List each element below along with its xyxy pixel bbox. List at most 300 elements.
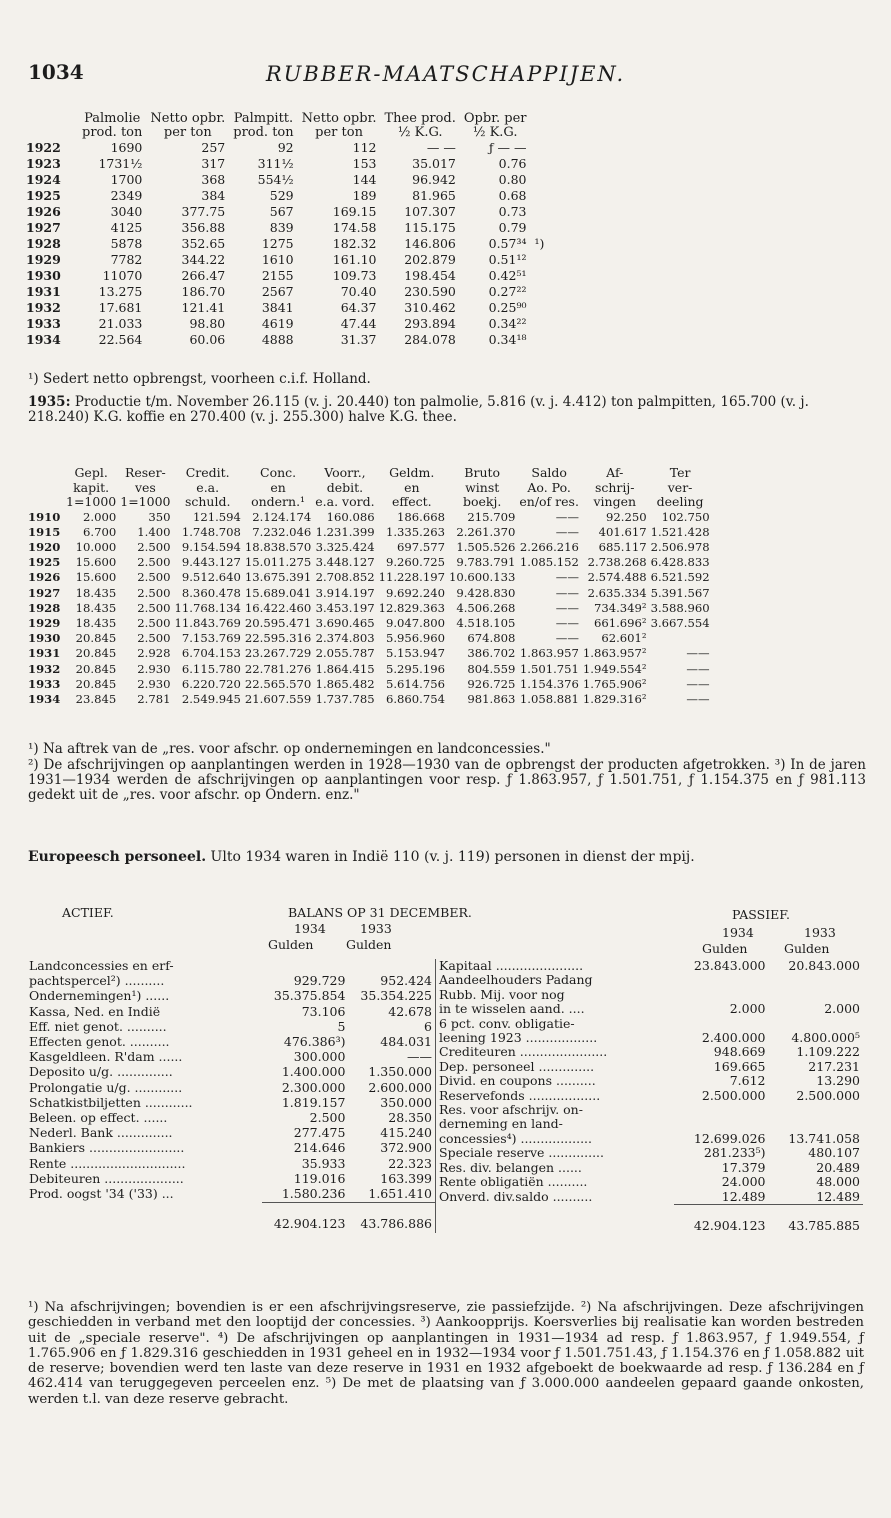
table-cell: 3.667.554 [650,615,710,630]
table-row [26,525,712,540]
table-cell: 5.153.947 [385,646,445,661]
table-row [26,236,548,252]
table-cell: 2.738.268 [587,555,647,570]
table-cell: 9.443.127 [181,555,241,570]
year-cell: 1932 [28,661,61,676]
table-cell: 11070 [102,268,143,283]
table-cell: 6.220.720 [181,676,241,691]
balance-label: Nederl. Bank .............. [29,1125,173,1141]
balance-value: 480.107 [808,1145,860,1161]
balance-label: Beleen. op effect. ...... [29,1110,168,1126]
table-cell: 13.675.391 [244,570,312,585]
balance-total: 42.904.123 [674,1204,769,1233]
balance-value [348,959,435,974]
table-cell: 6.860.754 [385,691,445,706]
table-cell: 12.829.363 [378,600,445,615]
year-cell: 1929 [26,252,61,267]
header-cell: deeling [656,494,704,509]
balance-value: 2.500.000 [796,1087,860,1103]
table-cell: 107.307 [404,204,456,219]
table-cell: 2.549.945 [181,691,241,706]
table-cell: 6.704.153 [181,646,241,661]
balance-row [26,1111,436,1126]
header-cell: 1=1000 [120,494,171,509]
table-cell: 2.928 [137,646,171,661]
table-cell: 1690 [110,140,143,155]
table-cell: 1275 [261,236,294,251]
table-cell: 17.681 [98,300,143,315]
table-cell: 230.590 [404,284,456,299]
balance-title: BALANS OP 31 DECEMBER. [288,905,472,920]
table-cell: 20.845 [75,646,117,661]
balance-value [262,959,348,974]
table-cell: 1.864.415 [315,661,375,676]
balance-label: Landconcessies en erf- [29,958,174,973]
year-cell: 1928 [26,236,61,251]
balance-label: Onverd. div.saldo .......... [439,1188,593,1204]
balance-value: 2.500 [309,1110,346,1126]
assets-unit-2: Gulden [346,937,392,952]
table-cell: 0.27²² [488,284,527,299]
table-cell: 4888 [261,332,294,347]
table-cell: 15.689.041 [244,585,312,600]
header-cell: en [404,479,420,495]
personnel-text: Ulto 1934 waren in Indië 110 (v. j. 119) personen in dienst der mpij. [206,849,695,865]
balance-value: 350.000 [380,1094,432,1110]
table-cell: 5.614.756 [385,676,445,691]
table-cell: 0.57³⁴ [488,236,527,251]
table-cell: —— [555,524,579,539]
table-cell: 169.15 [332,204,377,219]
header-cell: Gepl. [74,465,108,480]
table-row [26,555,712,570]
header-cell: ondern.¹ [251,494,306,509]
balance-label: Kassa, Ned. en Indië [29,1003,161,1019]
table-cell: 2.500 [137,615,171,630]
table-cell: 1.829.316² [582,691,647,706]
table-cell: 1.231.399 [315,524,375,539]
balance-row [436,959,863,973]
balance-value: 24.000 [721,1174,766,1190]
table-row [26,204,548,220]
table-cell: 22.565.570 [244,676,312,691]
table-cell: 121.41 [181,300,226,315]
balance-row [436,1146,863,1160]
liabilities-unit-1: Gulden [702,941,748,956]
balance-row [26,1187,436,1203]
year-cell: 1923 [26,156,61,171]
table-cell: 1.501.751 [519,661,579,676]
table-cell: 18.435 [75,615,117,630]
table-cell: 102.750 [661,509,710,524]
balance-value: 948.669 [713,1044,766,1060]
table-cell [530,252,548,268]
table-cell: 384 [201,188,226,203]
header-cell: Palmolie [84,111,141,126]
table-cell: 2.000 [83,509,117,524]
table-cell: 2.506.978 [650,539,710,554]
table-cell: 2155 [261,268,294,283]
header-cell: ves [134,479,156,495]
table-cell: 161.10 [332,252,377,267]
table-row [26,156,548,172]
table-cell: 7782 [110,252,143,267]
balance-value [674,988,769,1002]
table-cell: —— [555,615,579,630]
table-cell [530,140,548,156]
table-cell: 4619 [261,316,294,331]
balance-value: 415.240 [380,1125,432,1141]
table-cell: 1.058.881 [519,691,579,706]
balance-value: 119.016 [293,1170,346,1186]
table-cell: 3.325.424 [315,539,375,554]
balance-value: 163.399 [380,1170,432,1186]
table-cell: 18.435 [75,585,117,600]
table-cell: —— [686,691,710,706]
table-cell: 9.692.240 [385,585,445,600]
header-cell: Voorr., [324,465,366,480]
header-cell: en [270,479,286,495]
table-cell: 2.124.174 [252,509,312,524]
header-cell: Bruto [464,465,501,480]
header-cell: effect. [391,494,432,509]
balance-row [26,1172,436,1187]
balance-value: 48.000 [816,1174,860,1190]
year-cell: 1926 [28,570,61,585]
table-cell: 9.047.800 [385,615,445,630]
balance-row [436,988,863,1002]
balance-label: Debiteuren .................... [29,1170,184,1186]
table-cell: 981.863 [467,691,516,706]
table-cell: 2.500 [137,555,171,570]
header-cell: Thee prod. [384,111,456,126]
finance-header-row [26,481,712,496]
year-cell: 1926 [26,204,61,219]
year-cell: 1930 [26,268,61,283]
balance-row [436,1089,863,1103]
assets-table [26,959,436,1233]
balance-row [436,1190,863,1205]
personnel-paragraph [28,850,866,865]
header-cell: e.a. [196,479,220,495]
balance-footnotes: ¹) Na afschrijvingen; bovendien is er een afschrijvingsreserve, zie passiefzijde. ²) Na afschrijvingen. Deze afschrijvingen geschiedden in verband met den looptijd der concessies. ³) Aankoopprijs. Koersverlies bij realisatie kan worden bestreden uit de „speciale reserve". ⁴) De afschrijvingen op aanplantingen in 1931—1934 ad resp. ƒ 1.863.957, ƒ 1.949.554, ƒ 1.765.906 en ƒ 1.829.316 geschiedden in 1931 geheel en in 1932—1934 voor ƒ 1.501.751.43, ƒ 1.154.376 en ƒ 1.058.882 uit de reserve; bovendien werd ten laste van deze reserve in 1931 en 1932 afgeboekt de boekwaarde ad resp. ƒ 136.284 en ƒ 462.414 van teruggegeven perceelen enz. ⁵) De met de plaatsing van ƒ 3.000.000 aandeelen gepaard gaande onkosten, werden t.l. van deze reserve gebracht. [28,1300,864,1407]
balance-label: Res. voor afschrijv. on- [439,1102,583,1118]
balance-label: Schatkistbiljetten ............ [29,1094,193,1110]
table-cell: 2.574.488 [587,570,647,585]
balance-total: 43.785.885 [769,1204,864,1233]
table-cell: 20.595.471 [244,615,312,630]
production-header-row [26,126,548,140]
balance-value: 17.379 [721,1159,766,1175]
balance-value: 23.843.000 [693,958,766,973]
balance-value: 281.233⁵) [703,1145,766,1161]
header-cell: schrij- [594,479,635,495]
assets-year-2: 1933 [360,921,392,936]
balance-value [674,1103,769,1117]
finance-header-row [26,495,712,510]
table-cell: —— [555,631,579,646]
header-cell: Palmpitt. [233,111,294,126]
table-row [26,172,548,188]
table-cell: 554½ [257,172,294,187]
balance-total-row [26,1203,436,1234]
balance-row [26,1065,436,1080]
table-cell: 21.607.559 [244,691,312,706]
header-cell: boekj. [463,494,502,509]
table-cell: 839 [269,220,294,235]
table-cell [530,204,548,220]
table-cell: 6.428.833 [650,555,710,570]
header-cell: Saldo [531,465,567,480]
table-cell: 0.68 [498,188,527,203]
table-cell [530,268,548,284]
header-cell: winst [465,479,500,495]
table-cell: 1.737.785 [315,691,375,706]
balance-value: 1.819.157 [281,1094,346,1110]
table-cell: 70.40 [340,284,377,299]
balance-value: 7.612 [729,1073,766,1089]
balance-sheet [26,905,864,1233]
table-cell: 0.73 [498,204,527,219]
table-cell: 9.512.640 [181,570,241,585]
balance-label: Bankiers ........................ [29,1140,185,1156]
balance-value: 2.600.000 [368,1079,432,1095]
balance-label: Eff. niet genot. .......... [29,1018,167,1034]
table-cell: 92 [277,140,294,155]
table-cell: 685.117 [598,539,647,554]
balance-label: 6 pct. conv. obligatie- [439,1015,575,1031]
table-cell: 186.70 [181,284,226,299]
table-cell: 121.594 [192,509,241,524]
table-cell: 804.559 [467,661,516,676]
table-cell: 1.505.526 [456,539,516,554]
year-cell: 1927 [28,585,61,600]
table-cell: —— [555,600,579,615]
balance-value: 13.741.058 [788,1130,860,1146]
finance-header-row [26,466,712,481]
table-cell: 35.017 [412,156,456,171]
table-cell [530,172,548,188]
balance-header [26,905,864,959]
table-cell: 2349 [110,188,143,203]
balance-value: 277.475 [293,1125,346,1141]
table-cell: 2.781 [137,691,171,706]
table-row [26,662,712,677]
header-cell: Netto opbr. [150,111,226,126]
table-row [26,300,548,316]
header-cell: Ter [669,465,691,480]
table-cell [530,188,548,204]
table-cell: 189 [352,188,377,203]
table-cell: 3841 [261,300,294,315]
table-cell: ¹) [534,236,545,251]
table-cell: 9.783.791 [456,555,516,570]
balance-value [769,1017,864,1031]
table-row [26,540,712,555]
table-cell: 3040 [110,204,143,219]
balance-value: 73.106 [301,1003,346,1019]
year-cell: 1928 [28,600,61,615]
balance-value: 300.000 [293,1049,346,1065]
table-cell: 92.250 [606,509,647,524]
table-cell: 7.232.046 [252,524,312,539]
balance-row [26,1020,436,1035]
balance-label: Divid. en coupons .......... [439,1073,596,1089]
table-cell: 926.725 [467,676,516,691]
balance-value [674,1117,769,1131]
balance-value: 4.800.000⁵ [791,1030,860,1046]
table-cell: 284.078 [404,332,456,347]
table-cell: 529 [269,188,294,203]
table-cell: 567 [269,204,294,219]
table-cell: 3.914.197 [315,585,375,600]
table-cell: 5.956.960 [385,631,445,646]
table-cell [530,332,548,348]
balance-row [26,974,436,989]
table-cell: 98.80 [189,316,226,331]
table-cell [530,300,548,316]
page-number: 1034 [28,60,84,84]
liabilities-table [436,959,863,1233]
balance-label: Res. div. belangen ...... [439,1159,582,1175]
header-cell: schuld. [184,494,231,509]
table-cell: 734.349² [593,600,647,615]
table-cell: 7.153.769 [181,631,241,646]
table-cell: 182.32 [332,236,377,251]
balance-label: Prod. oogst '34 ('33) ... [29,1186,174,1202]
table-cell: 674.808 [467,631,516,646]
year-cell: 1915 [28,524,61,539]
table-cell: 13.275 [98,284,143,299]
balance-label: in te wisselen aand. .... [439,1001,585,1017]
table-cell: 6.521.592 [650,570,710,585]
table-cell: 0.42⁵¹ [488,268,527,283]
balance-row [436,973,863,987]
table-cell: 60.06 [189,332,226,347]
balance-row [436,1031,863,1045]
table-cell: 0.34¹⁸ [488,332,527,347]
header-cell: 1=1000 [66,494,117,509]
table-cell: 10.000 [75,539,117,554]
balance-value: 217.231 [808,1058,860,1074]
table-cell: 1.949.554² [582,661,647,676]
table-cell: 350 [148,509,171,524]
balance-label: Aandeelhouders Padang [439,972,593,988]
table-cell: 1610 [261,252,294,267]
table-cell [530,156,548,172]
table-cell: —— [686,661,710,676]
production-1935-label: 1935: [28,394,71,410]
table-row [26,586,712,601]
balance-value: 1.109.222 [796,1044,860,1060]
balance-label: pachtspercel²) .......... [29,973,165,989]
year-cell: 1910 [28,509,61,524]
balance-label: Rubb. Mij. voor nog [439,986,565,1002]
header-cell: ½ K.G. [397,125,443,140]
balance-label: Deposito u/g. .............. [29,1064,173,1080]
table-cell: 4125 [110,220,143,235]
header-cell: ver- [667,479,693,495]
year-cell: 1934 [28,691,61,706]
table-cell: 62.601² [601,631,647,646]
table-cell: 22.595.316 [244,631,312,646]
balance-label: Prolongatie u/g. ............ [29,1079,183,1095]
balance-row [26,1005,436,1020]
balance-value: 12.489 [816,1188,860,1204]
header-cell: Geldm. [389,465,435,480]
balance-row [436,1175,863,1189]
balance-value: 929.729 [293,973,346,989]
table-cell: 2.500 [137,600,171,615]
table-cell: 96.942 [412,172,456,187]
table-cell: 2.500 [137,585,171,600]
balance-row [436,1045,863,1059]
balance-value: 372.900 [380,1140,432,1156]
table-row [26,510,712,525]
header-cell: en/of res. [519,494,579,509]
header-cell: Netto opbr. [301,111,377,126]
table-cell: 1.154.376 [519,676,579,691]
table-cell: 10.600.133 [448,570,516,585]
table-row [26,252,548,268]
balance-label: leening 1923 .................. [439,1030,598,1046]
table-cell: 293.894 [404,316,456,331]
balance-value: 20.843.000 [788,958,860,973]
balance-value: 6 [424,1018,432,1034]
balance-value: 214.646 [293,1140,346,1156]
finance-footnote-1: ¹) Na aftrek van de „res. voor afschr. op ondernemingen en landconcessies." [28,741,551,757]
table-cell: 2.635.334 [587,585,647,600]
personnel-label: Europeesch personeel. [28,849,207,865]
table-cell: 3.453.197 [315,600,375,615]
table-cell: 4.506.268 [456,600,516,615]
balance-row [26,959,436,974]
table-cell: 202.879 [404,252,456,267]
table-cell [649,631,712,646]
table-cell: 109.73 [332,268,377,283]
balance-total: 43.786.886 [348,1203,435,1234]
table-cell [530,316,548,332]
table-cell: 112 [352,140,377,155]
table-cell: 160.086 [326,509,375,524]
year-cell: 1931 [26,284,61,299]
table-cell: 5.295.196 [385,661,445,676]
table-cell: 47.44 [340,316,377,331]
table-cell: — — [426,140,456,155]
table-cell: 2.374.803 [315,631,375,646]
table-cell: 3.448.127 [315,555,375,570]
table-cell: 257 [201,140,226,155]
table-cell: 9.260.725 [385,555,445,570]
table-cell: 11.768.134 [174,600,241,615]
table-cell: 1.335.263 [385,524,445,539]
finance-table [26,466,712,707]
balance-total-spacer [26,1203,262,1234]
table-cell [530,284,548,300]
balance-value: 42.678 [388,1003,432,1019]
table-cell: 352.65 [181,236,226,251]
table-cell: 6.115.780 [181,661,241,676]
balance-value: —— [407,1049,432,1065]
balance-total: 42.904.123 [262,1203,348,1234]
balance-value: 12.699.026 [693,1130,766,1146]
table-cell: 266.47 [181,268,226,283]
table-cell: 386.702 [467,646,516,661]
table-cell: 115.175 [404,220,456,235]
balance-label: Reservefonds .................. [439,1087,601,1103]
table-cell: 368 [201,172,226,187]
balance-row [436,1002,863,1016]
